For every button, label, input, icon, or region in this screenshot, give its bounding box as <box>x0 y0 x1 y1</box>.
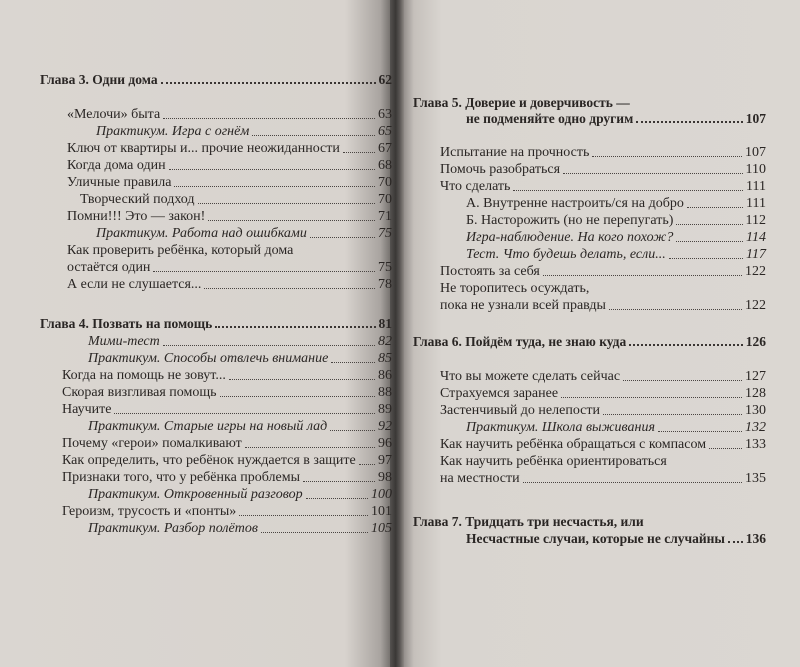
toc-entry <box>67 260 392 276</box>
leader-dots <box>163 345 375 346</box>
page-number: 117 <box>746 247 766 262</box>
page-number: 96 <box>378 436 392 451</box>
toc-entry <box>80 192 392 208</box>
entry-title: А если не слушается... <box>67 277 202 292</box>
leader-dots <box>239 515 368 516</box>
page-number: 111 <box>746 179 766 194</box>
entry-title: Б. Насторожить (но не перепугать) <box>466 213 674 228</box>
toc-entry <box>96 124 392 140</box>
entry-title: Игра-наблюдение. На кого похож? <box>466 230 674 245</box>
page-number: 75 <box>378 260 392 275</box>
leader-dots <box>204 288 375 289</box>
page-number: 107 <box>745 145 766 160</box>
toc-entry <box>67 277 392 293</box>
toc-entry <box>88 419 392 435</box>
leader-dots <box>229 379 375 380</box>
entry-title: «Мелочи» быта <box>67 107 161 122</box>
page-number: 85 <box>378 351 392 366</box>
toc-entry <box>96 226 392 242</box>
page-number: 71 <box>378 209 392 224</box>
leader-dots <box>174 186 375 187</box>
leader-dots <box>306 498 368 499</box>
entry-title: Скорая визгливая помощь <box>62 385 217 400</box>
entry-title: на местности <box>440 471 520 486</box>
page-number: 127 <box>745 369 766 384</box>
page-number: 98 <box>378 470 392 485</box>
leader-dots <box>331 362 375 363</box>
toc-entry <box>88 487 392 503</box>
entry-title: Почему «герои» помалкивают <box>62 436 242 451</box>
leader-dots <box>310 237 375 238</box>
toc-entry <box>62 385 392 401</box>
page-number: 105 <box>371 521 392 536</box>
leader-dots <box>609 309 742 310</box>
leader-dots <box>592 156 742 157</box>
toc-entry <box>62 470 392 486</box>
leader-dots <box>543 275 742 276</box>
page-number: 78 <box>378 277 392 292</box>
toc-entry <box>88 521 392 537</box>
leader-dots <box>245 447 375 448</box>
page-number: 67 <box>378 141 392 156</box>
toc-entry <box>466 196 766 212</box>
page-number: 100 <box>371 487 392 502</box>
page-number: 130 <box>745 403 766 418</box>
chapter-5-heading <box>466 111 766 127</box>
toc-entry <box>67 175 392 191</box>
leader-dots <box>563 173 742 174</box>
page-number: 107 <box>745 111 766 126</box>
leader-dots <box>669 258 743 259</box>
entry-title: Уличные правила <box>67 175 172 190</box>
entry-title: остаётся один <box>67 260 151 275</box>
leader-dots <box>676 241 743 242</box>
page-number: 135 <box>745 471 766 486</box>
page-number: 68 <box>378 158 392 173</box>
entry-title: Практикум. Школа выживания <box>466 420 655 435</box>
page-number: 70 <box>378 192 392 207</box>
toc-entry <box>440 437 766 453</box>
chapter-title: Глава 3. Одни дома <box>40 72 158 87</box>
entry-title: Как научить ребёнка обращаться с компасом <box>440 437 707 452</box>
entry-title: Как определить, что ребёнок нуждается в защите <box>62 453 356 468</box>
leader-dots <box>603 414 742 415</box>
toc-entry <box>67 209 392 225</box>
page-number: 97 <box>378 453 392 468</box>
chapter-7-heading <box>466 531 766 547</box>
entry-title: Творческий подход <box>80 192 195 207</box>
entry-title: Тест. Что будешь делать, если... <box>466 247 666 262</box>
page-number: 101 <box>371 504 392 519</box>
entry-title: Научите <box>62 402 112 417</box>
toc-entry <box>440 298 766 314</box>
toc-entry <box>67 141 392 157</box>
leader-dots <box>303 481 375 482</box>
leader-dots <box>220 396 375 397</box>
entry-title: Постоять за себя <box>440 264 540 279</box>
toc-entry <box>466 213 766 229</box>
entry-title-line1: Как проверить ребёнка, который дома <box>67 243 294 258</box>
page-number: 81 <box>378 316 392 331</box>
leader-dots <box>153 271 375 272</box>
toc-entry <box>440 403 766 419</box>
leader-dots <box>636 121 742 123</box>
leader-dots <box>561 397 742 398</box>
page-number: 88 <box>378 385 392 400</box>
entry-title: Практикум. Работа над ошибками <box>96 226 307 241</box>
toc-entry <box>466 247 766 263</box>
page-number: 92 <box>378 419 392 434</box>
chapter-7-heading-line1: Глава 7. Тридцать три несчастья, или <box>413 514 644 529</box>
leader-dots <box>513 190 743 191</box>
leader-dots <box>261 532 368 533</box>
entry-title: Ключ от квартиры и... прочие неожиданности <box>67 141 340 156</box>
entry-title: Что сделать <box>440 179 511 194</box>
toc-entry <box>88 351 392 367</box>
toc-entry <box>440 386 766 402</box>
leader-dots <box>359 464 375 465</box>
page-number: 65 <box>378 124 392 139</box>
toc-entry <box>466 420 766 436</box>
entry-title: Практикум. Откровенный разговор <box>88 487 303 502</box>
leader-dots <box>687 207 743 208</box>
leader-dots <box>728 541 743 543</box>
page-number: 122 <box>745 298 766 313</box>
leader-dots <box>623 380 742 381</box>
leader-dots <box>163 118 375 119</box>
toc-entry <box>62 504 392 520</box>
page-number: 110 <box>745 162 766 177</box>
entry-title: А. Внутренне настроить/ся на добро <box>466 196 684 211</box>
leader-dots <box>709 448 742 449</box>
entry-title: Признаки того, что у ребёнка проблемы <box>62 470 301 485</box>
page-number: 112 <box>745 213 766 228</box>
book-spine-gutter <box>390 0 404 667</box>
leader-dots <box>161 82 376 84</box>
leader-dots <box>658 431 742 432</box>
entry-title-line1: Не торопитесь осуждать, <box>440 281 590 296</box>
chapter-3-heading <box>40 72 392 88</box>
page-number: 126 <box>745 334 766 349</box>
toc-entry <box>440 471 766 487</box>
entry-title: Практикум. Разбор полётов <box>88 521 258 536</box>
toc-entry <box>466 230 766 246</box>
page-number: 86 <box>378 368 392 383</box>
page-number: 122 <box>745 264 766 279</box>
toc-entry <box>67 107 392 123</box>
toc-entry <box>62 436 392 452</box>
page-number: 62 <box>378 72 392 87</box>
page-number: 75 <box>378 226 392 241</box>
leader-dots <box>676 224 742 225</box>
page-number: 132 <box>745 420 766 435</box>
page-number: 128 <box>745 386 766 401</box>
page-number: 70 <box>378 175 392 190</box>
entry-title: Что вы можете сделать сейчас <box>440 369 621 384</box>
chapter-5-heading-line1: Глава 5. Доверие и доверчивость — <box>413 95 630 110</box>
page-number: 133 <box>745 437 766 452</box>
entry-title: Страхуемся заранее <box>440 386 559 401</box>
leader-dots <box>198 203 375 204</box>
entry-title: Когда дома один <box>67 158 166 173</box>
chapter-title: Несчастные случаи, которые не случайны <box>466 531 725 546</box>
entry-title: Практикум. Старые игры на новый лад <box>88 419 328 434</box>
entry-title: Испытание на прочность <box>440 145 590 160</box>
leader-dots <box>330 430 375 431</box>
leader-dots <box>208 220 375 221</box>
page-number: 136 <box>745 531 766 546</box>
toc-entry <box>67 158 392 174</box>
chapter-4-heading <box>40 316 392 332</box>
entry-title: Застенчивый до нелепости <box>440 403 601 418</box>
toc-entry <box>440 179 766 195</box>
entry-title: Мими-тест <box>88 334 160 349</box>
leader-dots <box>114 413 375 414</box>
toc-entry <box>440 162 766 178</box>
page-number: 111 <box>746 196 766 211</box>
toc-entry <box>62 402 392 418</box>
page-number: 114 <box>746 230 766 245</box>
entry-title-line1: Как научить ребёнка ориентироваться <box>440 454 667 469</box>
entry-title: Помочь разобраться <box>440 162 561 177</box>
entry-title: Практикум. Игра с огнём <box>96 124 250 139</box>
leader-dots <box>169 169 375 170</box>
toc-entry <box>440 264 766 280</box>
chapter-title: не подменяйте одно другим <box>466 111 634 126</box>
page-number: 82 <box>378 334 392 349</box>
page-number: 63 <box>378 107 392 122</box>
leader-dots <box>523 482 742 483</box>
entry-title: Практикум. Способы отвлечь внимание <box>88 351 329 366</box>
toc-entry <box>62 453 392 469</box>
toc-entry <box>440 369 766 385</box>
entry-title: Героизм, трусость и «понты» <box>62 504 237 519</box>
leader-dots <box>252 135 375 136</box>
leader-dots <box>629 344 742 346</box>
toc-entry <box>62 368 392 384</box>
entry-title: Помни!!! Это — закон! <box>67 209 206 224</box>
toc-entry <box>88 334 392 350</box>
entry-title: Когда на помощь не зовут... <box>62 368 226 383</box>
leader-dots <box>215 326 375 328</box>
chapter-6-heading <box>413 334 766 350</box>
toc-entry <box>440 145 766 161</box>
entry-title: пока не узнали всей правды <box>440 298 606 313</box>
page-number: 89 <box>378 402 392 417</box>
chapter-title: Глава 4. Позвать на помощь <box>40 316 213 331</box>
chapter-title: Глава 6. Пойдём туда, не знаю куда <box>413 334 627 349</box>
leader-dots <box>343 152 375 153</box>
